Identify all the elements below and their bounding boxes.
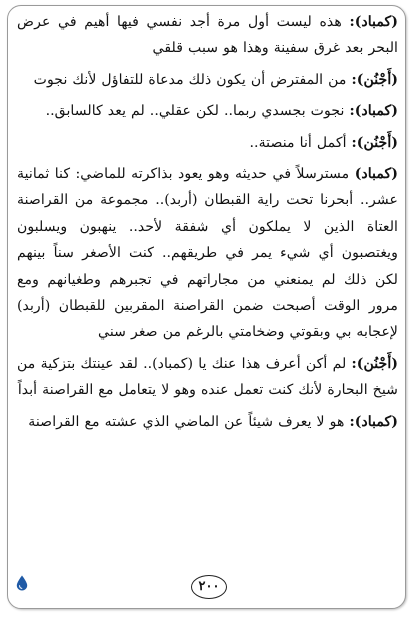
dialogue-text: مسترسلاً في حديثه وهو يعود بذاكرته للماضي: كنا ثمانية عشر.. أبحرنا تحت راية القبطان (أربد).. مجموعة من القراصنة العتاة الذين لا يملكون أي شفقة لأحد.. ينهبون ويسلبون ويغتصبون أي شيء يمر في طريقهم.. كنت الأصغر سناً بينهم لكن ذلك لم يمنعني من مجاراتهم في تجبرهم وطغيانهم ومع مرور الوقت أصبحت ضمن القراصنة المقربين للقبطان (أربد) لإعجابه بي وبقوتي وضخامتي بالرغم من صغر سني xyxy=(17,166,398,341)
dialogue-paragraph xyxy=(17,351,398,409)
dialogue-text: نجوت بجسدي ربما.. لكن عقلي.. لم يعد كالسابق.. xyxy=(45,103,350,120)
dialogue-text: من المفترض أن يكون ذلك مدعاة للتفاؤل لأنك نجوت xyxy=(33,71,352,88)
dialogue-text: هذه ليست أول مرة أجد نفسي فيها أهيم في عرض البحر بعد غرق سفينة وهذا هو سبب قلقي xyxy=(17,14,398,57)
speaker-name: (أَجْنُن): xyxy=(351,134,398,151)
dialogue-paragraph xyxy=(17,9,398,67)
page-content xyxy=(17,9,398,564)
dialogue-paragraph xyxy=(17,98,398,129)
speaker-name: (كمباد): xyxy=(349,103,398,120)
dialogue-text: هو لا يعرف شيئاً عن الماضي الذي عشته مع القراصنة xyxy=(28,413,350,430)
dialogue-paragraph xyxy=(17,161,398,351)
page-number: ٢٠٠ xyxy=(191,575,227,599)
speaker-name: (كمباد) xyxy=(354,166,398,183)
speaker-name: (كمباد): xyxy=(349,14,398,30)
dialogue-paragraph xyxy=(17,409,398,440)
dialogue-paragraph xyxy=(17,67,398,98)
speaker-name: (كمباد): xyxy=(349,413,398,430)
speaker-name: (أَجْنُن): xyxy=(351,355,398,372)
dialogue-paragraph xyxy=(17,130,398,161)
speaker-name: (أَجْنُن): xyxy=(351,71,398,88)
dialogue-text: أكمل أنا منصتة.. xyxy=(249,134,352,151)
water-drop-icon xyxy=(16,575,28,591)
dialogue-text: لم أكن أعرف هذا عنك يا (كمباد).. لقد عينتك بتزكية من شيخ البحارة لأنك كنت تعمل عنده وهو لا يتعامل مع القراصنة أبداً xyxy=(17,355,398,399)
